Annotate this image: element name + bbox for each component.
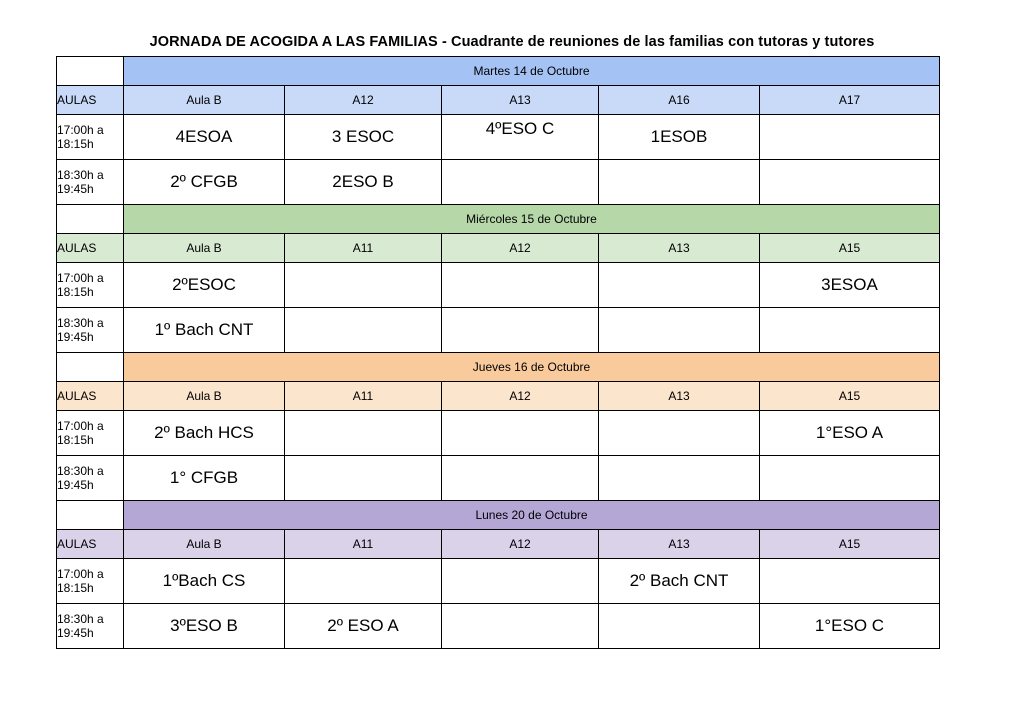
room-header: A11 bbox=[285, 530, 442, 559]
room-header: A17 bbox=[760, 86, 940, 115]
empty-cell bbox=[442, 456, 599, 501]
time-text: 18:15h bbox=[57, 581, 94, 595]
room-header: Aula B bbox=[124, 234, 285, 263]
page-title: JORNADA DE ACOGIDA A LAS FAMILIAS - Cuadrante de reuniones de las familias con tutoras y tutores bbox=[149, 34, 875, 50]
time-cell bbox=[57, 456, 124, 501]
empty-cell bbox=[760, 559, 940, 604]
room-header: A16 bbox=[599, 86, 760, 115]
time-text: 18:30h a bbox=[57, 464, 104, 478]
class-cell: 1ºBach CS bbox=[124, 559, 285, 604]
room-header: Aula B bbox=[124, 530, 285, 559]
class-cell: 4ESOA bbox=[124, 115, 285, 160]
class-cell: 2º ESO A bbox=[285, 604, 442, 649]
time-text: 17:00h a bbox=[57, 419, 104, 433]
slot-row bbox=[57, 308, 940, 353]
slot-row bbox=[57, 411, 940, 456]
room-header: Aula B bbox=[124, 382, 285, 411]
rooms-row bbox=[57, 530, 940, 559]
time-cell bbox=[57, 604, 124, 649]
class-cell: 2º Bach CNT bbox=[599, 559, 760, 604]
schedule-table bbox=[56, 56, 940, 649]
class-cell: 3 ESOC bbox=[285, 115, 442, 160]
empty-cell bbox=[285, 456, 442, 501]
empty-cell bbox=[285, 411, 442, 456]
day-header: Miércoles 15 de Octubre bbox=[124, 205, 940, 234]
time-text: 17:00h a bbox=[57, 271, 104, 285]
time-text: 18:15h bbox=[57, 137, 94, 151]
blank-cell bbox=[57, 205, 124, 234]
day-header: Martes 14 de Octubre bbox=[124, 57, 940, 86]
class-cell: 1°ESO A bbox=[760, 411, 940, 456]
empty-cell bbox=[599, 456, 760, 501]
time-text: 19:45h bbox=[57, 182, 94, 196]
day-header: Lunes 20 de Octubre bbox=[124, 501, 940, 530]
room-header: A13 bbox=[599, 530, 760, 559]
room-header: A12 bbox=[442, 530, 599, 559]
class-cell: 1°ESO C bbox=[760, 604, 940, 649]
time-cell bbox=[57, 308, 124, 353]
blank-cell bbox=[57, 501, 124, 530]
time-cell bbox=[57, 411, 124, 456]
aulas-label: AULAS bbox=[57, 234, 124, 263]
rooms-row bbox=[57, 382, 940, 411]
empty-cell bbox=[760, 456, 940, 501]
empty-cell bbox=[285, 559, 442, 604]
class-cell: 1ESOB bbox=[599, 115, 760, 160]
room-header: A13 bbox=[599, 382, 760, 411]
class-cell: 2ESO B bbox=[285, 160, 442, 205]
blank-cell bbox=[57, 353, 124, 382]
time-cell bbox=[57, 160, 124, 205]
aulas-label: AULAS bbox=[57, 382, 124, 411]
day-row bbox=[57, 501, 940, 530]
empty-cell bbox=[599, 160, 760, 205]
room-header: A12 bbox=[442, 234, 599, 263]
time-cell bbox=[57, 115, 124, 160]
class-cell: 2º CFGB bbox=[124, 160, 285, 205]
time-text: 17:00h a bbox=[57, 123, 104, 137]
empty-cell bbox=[599, 604, 760, 649]
blank-cell bbox=[57, 57, 124, 86]
room-header: A11 bbox=[285, 382, 442, 411]
class-cell: 3ºESO B bbox=[124, 604, 285, 649]
room-header: A13 bbox=[599, 234, 760, 263]
class-cell: 3ESOA bbox=[760, 263, 940, 308]
slot-row bbox=[57, 160, 940, 205]
room-header: A15 bbox=[760, 234, 940, 263]
slot-row bbox=[57, 115, 940, 160]
time-text: 18:30h a bbox=[57, 612, 104, 626]
day-row bbox=[57, 353, 940, 382]
time-text: 19:45h bbox=[57, 478, 94, 492]
time-text: 19:45h bbox=[57, 330, 94, 344]
empty-cell bbox=[442, 559, 599, 604]
time-text: 18:15h bbox=[57, 285, 94, 299]
empty-cell bbox=[285, 308, 442, 353]
day-header: Jueves 16 de Octubre bbox=[124, 353, 940, 382]
room-header: A12 bbox=[285, 86, 442, 115]
empty-cell bbox=[760, 115, 940, 160]
room-header: A13 bbox=[442, 86, 599, 115]
class-cell: 2ºESOC bbox=[124, 263, 285, 308]
time-text: 18:30h a bbox=[57, 168, 104, 182]
slot-row bbox=[57, 263, 940, 308]
slot-row bbox=[57, 456, 940, 501]
empty-cell bbox=[599, 308, 760, 353]
slot-row bbox=[57, 604, 940, 649]
class-cell: 4ºESO C bbox=[442, 115, 599, 160]
day-row bbox=[57, 57, 940, 86]
empty-cell bbox=[760, 160, 940, 205]
room-header: A15 bbox=[760, 530, 940, 559]
slot-row bbox=[57, 559, 940, 604]
class-cell: 1° CFGB bbox=[124, 456, 285, 501]
time-text: 19:45h bbox=[57, 626, 94, 640]
class-cell: 1º Bach CNT bbox=[124, 308, 285, 353]
rooms-row bbox=[57, 86, 940, 115]
aulas-label: AULAS bbox=[57, 86, 124, 115]
time-cell bbox=[57, 263, 124, 308]
aulas-label: AULAS bbox=[57, 530, 124, 559]
class-cell: 2º Bach HCS bbox=[124, 411, 285, 456]
day-row bbox=[57, 205, 940, 234]
empty-cell bbox=[760, 308, 940, 353]
time-text: 18:15h bbox=[57, 433, 94, 447]
empty-cell bbox=[442, 160, 599, 205]
room-header: A15 bbox=[760, 382, 940, 411]
empty-cell bbox=[599, 411, 760, 456]
room-header: Aula B bbox=[124, 86, 285, 115]
empty-cell bbox=[442, 411, 599, 456]
empty-cell bbox=[285, 263, 442, 308]
time-text: 17:00h a bbox=[57, 567, 104, 581]
empty-cell bbox=[599, 263, 760, 308]
time-cell bbox=[57, 559, 124, 604]
rooms-row bbox=[57, 234, 940, 263]
room-header: A11 bbox=[285, 234, 442, 263]
room-header: A12 bbox=[442, 382, 599, 411]
empty-cell bbox=[442, 308, 599, 353]
empty-cell bbox=[442, 604, 599, 649]
time-text: 18:30h a bbox=[57, 316, 104, 330]
empty-cell bbox=[442, 263, 599, 308]
